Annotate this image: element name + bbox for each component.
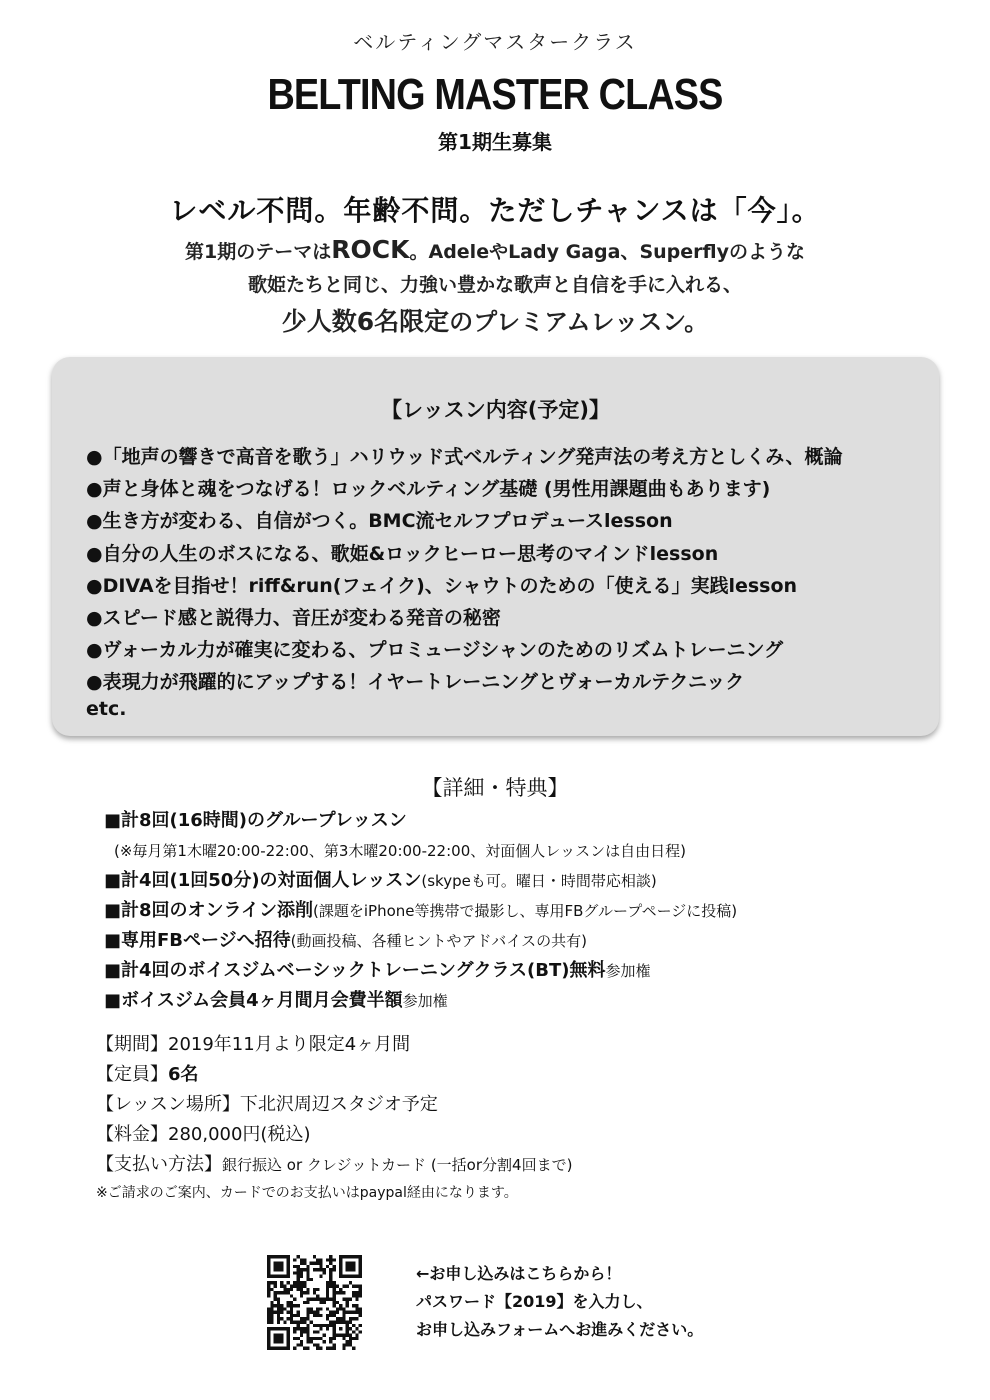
- perk-private-lesson-label: ■計4回(1回50分)の対面個人レッスン: [104, 870, 422, 891]
- info-capacity-label: 【定員】: [96, 1064, 168, 1085]
- perk-fb-page-label: ■専用FBページへ招待: [104, 930, 291, 951]
- lesson-item: ●自分の人生のボスになる、歌姫&ロックヒーロー思考のマインドlesson: [86, 542, 719, 565]
- info-fee-label: 【料金】: [96, 1124, 168, 1145]
- cta-line-2: パスワード【2019】を入力し、: [416, 1292, 653, 1311]
- info-fee: [96, 1120, 572, 1150]
- lesson-item: ●「地声の響きで高音を歌う」ハリウッド式ベルティング発声法の考え方としくみ、概論: [86, 446, 843, 468]
- perk-online-review-label: ■計8回のオンライン添削: [104, 900, 313, 921]
- perk-bt-class: [104, 956, 924, 986]
- application-cta: [416, 1260, 703, 1344]
- perk-group-lesson: ■計8回(16時間)のグループレッスン: [104, 810, 407, 831]
- lesson-etc: etc.: [86, 698, 127, 720]
- info-footnote: ※ご請求のご案内、カードでのお支払いはpaypal経由になります。: [96, 1185, 518, 1201]
- headline: レベル不問。年齢不問。ただしチャンスは「今」。: [169, 194, 821, 227]
- intro-line-1: [0, 235, 990, 264]
- perk-bt-class-note: 参加権: [605, 962, 651, 980]
- page-subtitle: ベルティングマスタークラス: [353, 30, 637, 54]
- perk-fb-page-note: (動画投稿、各種ヒントやアドバイスの共有): [290, 932, 587, 950]
- qr-code-icon[interactable]: [267, 1255, 362, 1350]
- perk-list: [104, 806, 924, 1016]
- cta-line-3: お申し込みフォームへお進みください。: [416, 1320, 704, 1339]
- lesson-item: ●表現力が飛躍的にアップする！イヤートレーニングとヴォーカルテクニック: [86, 671, 745, 694]
- perk-private-lesson: [104, 866, 924, 896]
- cta-line-1: ←お申し込みはこちらから！: [416, 1264, 622, 1283]
- perk-online-review: [104, 896, 924, 926]
- lesson-list: [86, 441, 842, 699]
- lesson-item: ●ヴォーカル力が確実に変わる、プロミュージシャンのためのリズムトレーニング: [86, 639, 784, 662]
- intro-theme-rock: ROCK: [331, 235, 410, 264]
- info-payment-value: 銀行振込 or クレジットカード (一括or分割4回まで): [222, 1156, 573, 1174]
- lesson-item: ●声と身体と魂をつなげる！ロックベルティング基礎 (男性用課題曲もあります): [86, 478, 771, 501]
- intro-line-1-post: 。AdeleやLady Gaga、Superflyのような: [409, 241, 805, 263]
- intro-line-3-post: のプレミアムレッスン。: [449, 308, 709, 336]
- perk-membership-discount: [104, 986, 924, 1016]
- info-payment-label: 【支払い方法】: [96, 1154, 222, 1175]
- info-period-label: 【期間】: [96, 1034, 168, 1055]
- info-capacity-value: 6名: [168, 1064, 199, 1085]
- recruit-label: 第1期生募集: [438, 130, 552, 154]
- perk-membership-discount-label: ■ボイスジム会員4ヶ月間月会費半額: [104, 990, 403, 1011]
- perk-bt-class-label: ■計4回のボイスジムベーシックトレーニングクラス(BT)無料: [104, 960, 606, 981]
- info-place-label: 【レッスン場所】: [96, 1094, 240, 1115]
- lesson-content-box: [52, 357, 939, 736]
- perk-fb-page: [104, 926, 924, 956]
- perk-online-review-note: (課題をiPhone等携帯で撮影し、専用FBグループページに投稿): [313, 902, 738, 920]
- lesson-item: ●生き方が変わる、自信がつく。BMC流セルフプロデュースlesson: [86, 510, 673, 533]
- intro-line-3: [0, 302, 990, 338]
- intro-limited-6: 少人数6名限定: [281, 307, 450, 336]
- intro-line-1-pre: 第1期のテーマは: [185, 241, 332, 263]
- lesson-heading: 【レッスン内容(予定)】: [381, 398, 610, 422]
- info-payment: [96, 1150, 572, 1180]
- perk-private-lesson-note: (skypeも可。曜日・時間帯応相談): [421, 872, 657, 890]
- page-title: BELTING MASTER CLASS: [267, 70, 723, 119]
- info-fee-value: 280,000円(税込): [168, 1124, 311, 1145]
- perk-membership-discount-note: 参加権: [402, 992, 448, 1010]
- info-place-value: 下北沢周辺スタジオ予定: [239, 1094, 438, 1115]
- info-period: [96, 1030, 572, 1060]
- lesson-item: ●DIVAを目指せ！riff&run(フェイク)、シャウトのための「使える」実践lesson: [86, 574, 798, 597]
- perk-group-lesson-schedule: (※毎月第1木曜20:00-22:00、第3木曜20:00-22:00、対面個人レッスンは自由日程): [114, 842, 686, 860]
- info-capacity: [96, 1060, 572, 1090]
- info-place: [96, 1090, 572, 1120]
- lesson-item: ●スピード感と説得力、音圧が変わる発音の秘密: [86, 606, 501, 629]
- info-period-value: 2019年11月より限定4ヶ月間: [168, 1034, 411, 1055]
- info-list: [96, 1030, 572, 1206]
- intro-line-2: 歌姫たちと同じ、力強い豊かな歌声と自信を手に入れる、: [247, 274, 742, 296]
- details-heading: 【詳細・特典】: [421, 776, 569, 800]
